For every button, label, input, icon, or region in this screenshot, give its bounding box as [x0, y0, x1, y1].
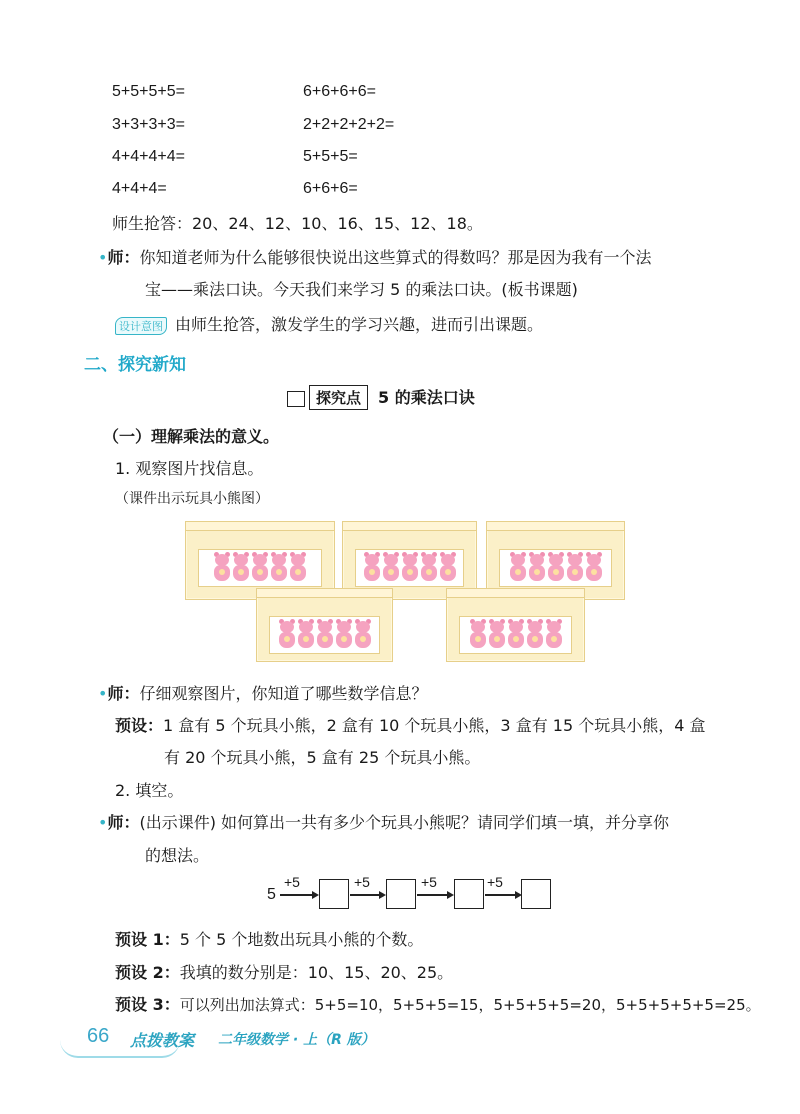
equation: 5+5+5= — [303, 148, 358, 165]
equation: 6+6+6= — [303, 180, 358, 197]
equation: 6+6+6+6= — [303, 83, 376, 100]
bear-row — [198, 549, 322, 587]
explore-tag: 探究点 — [309, 385, 368, 410]
chain-step-label: +5 — [487, 874, 503, 890]
teacher-speech: (出示课件) 如何算出一共有多少个玩具小熊呢？请同学们填一填，并分享你 — [139, 813, 670, 832]
chain-step-label: +5 — [284, 874, 300, 890]
equation: 3+3+3+3= — [112, 116, 185, 133]
preset-label: 预设： — [115, 716, 164, 735]
chain-step-label: +5 — [421, 874, 437, 890]
design-intent-text: 由师生抢答，激发学生的学习兴趣，进而引出课题。 — [175, 315, 544, 334]
bullet-dot-icon: • — [98, 684, 108, 703]
arrow-right-icon — [447, 891, 454, 899]
equation: 5+5+5+5= — [112, 83, 185, 100]
preset-text: 5 个 5 个地数出玩具小熊的个数。 — [179, 930, 424, 949]
equation: 4+4+4+4= — [112, 148, 185, 165]
teacher-speech-cont: 宝——乘法口诀。今天我们来学习 5 的乘法口诀。(板书课题) — [145, 280, 578, 299]
equation: 4+4+4= — [112, 180, 167, 197]
design-intent — [115, 312, 543, 335]
chain-arrow — [280, 894, 312, 896]
subsection-title: （一）理解乘法的意义。 — [103, 427, 280, 446]
preset-text-cont: 有 20 个玩具小熊，5 盒有 25 个玩具小熊。 — [164, 748, 481, 767]
preset-line — [115, 927, 423, 950]
teddy-bear-icon — [526, 621, 544, 649]
preset-text: 可以列出加法算式：5+5=10，5+5+5=15，5+5+5+5=20，5+5+5+5+5=25。 — [179, 996, 761, 1014]
bear-row — [355, 549, 464, 587]
equation: 2+2+2+2+2= — [303, 116, 395, 133]
teacher-speech: 你知道老师为什么能够很快说出这些算式的得数吗？那是因为我有一个法 — [139, 248, 652, 267]
preset-text: 我填的数分别是：10、15、20、25。 — [179, 963, 454, 982]
explore-heading — [287, 385, 475, 410]
teacher-speech-cont: 的想法。 — [145, 846, 210, 865]
preset-line — [115, 960, 453, 983]
page-number: 66 — [87, 1025, 110, 1047]
teddy-bear-icon — [289, 554, 307, 582]
teddy-bear-icon — [509, 554, 527, 582]
preset-label: 预设 2： — [115, 963, 180, 982]
teddy-bear-icon — [270, 554, 288, 582]
teacher-label: 师： — [107, 813, 140, 832]
design-intent-badge: 设计意图 — [115, 317, 167, 335]
teddy-bear-icon — [354, 621, 372, 649]
answers-line: 师生抢答：20、24、12、10、16、15、12、18。 — [112, 214, 483, 233]
toy-box — [446, 595, 585, 662]
teddy-bear-icon — [488, 621, 506, 649]
chain-arrow — [350, 894, 379, 896]
bear-row — [269, 616, 380, 654]
bullet-dot-icon: • — [98, 813, 108, 832]
teddy-bear-icon — [528, 554, 546, 582]
teddy-bear-icon — [213, 554, 231, 582]
teddy-bear-icon — [232, 554, 250, 582]
teddy-bear-icon — [545, 621, 563, 649]
teacher-line — [98, 681, 427, 704]
teddy-bear-icon — [382, 554, 400, 582]
teddy-bear-icon — [335, 621, 353, 649]
teddy-bear-icon — [297, 621, 315, 649]
preset-label: 预设 3： — [115, 995, 180, 1014]
teddy-bear-icon — [547, 554, 565, 582]
answer-box[interactable] — [386, 879, 416, 909]
courseware-note: （课件出示玩具小熊图） — [115, 491, 269, 507]
bear-row — [499, 549, 612, 587]
chain-start: 5 — [267, 886, 276, 903]
preset-line — [115, 713, 706, 736]
explore-title: 5 的乘法口诀 — [378, 388, 475, 407]
teddy-bear-icon — [278, 621, 296, 649]
chain-step-label: +5 — [354, 874, 370, 890]
teddy-bear-icon — [420, 554, 438, 582]
chain-arrow — [417, 894, 447, 896]
step-title: 1. 观察图片找信息。 — [115, 459, 264, 478]
cube-icon — [287, 391, 305, 407]
bullet-dot-icon: • — [98, 248, 108, 267]
arrow-right-icon — [312, 891, 319, 899]
teddy-bear-icon — [566, 554, 584, 582]
preset-label: 预设 1： — [115, 930, 180, 949]
brand-logo: 点拨教案 — [130, 1031, 195, 1050]
answer-box[interactable] — [454, 879, 484, 909]
preset-text: 1 盒有 5 个玩具小熊，2 盒有 10 个玩具小熊，3 盒有 15 个玩具小熊，4 盒 — [163, 716, 706, 735]
teddy-bear-icon — [439, 554, 457, 582]
teacher-line — [98, 245, 651, 268]
section-title: 二、探究新知 — [84, 355, 186, 375]
teddy-bear-icon — [251, 554, 269, 582]
teacher-label: 师： — [107, 684, 140, 703]
teddy-bear-icon — [507, 621, 525, 649]
teacher-line — [98, 810, 669, 833]
answer-box[interactable] — [521, 879, 551, 909]
toy-box — [256, 595, 393, 662]
teacher-label: 师： — [107, 248, 140, 267]
teddy-bear-icon — [316, 621, 334, 649]
teacher-speech: 仔细观察图片，你知道了哪些数学信息？ — [139, 684, 428, 703]
bear-row — [459, 616, 572, 654]
step-title: 2. 填空。 — [115, 781, 184, 800]
teddy-bear-icon — [401, 554, 419, 582]
teddy-bear-icon — [363, 554, 381, 582]
teddy-bear-icon — [585, 554, 603, 582]
preset-line — [115, 992, 761, 1015]
teddy-bear-icon — [469, 621, 487, 649]
arrow-right-icon — [379, 891, 386, 899]
chain-arrow — [485, 894, 515, 896]
grade-label: 二年级数学 · 上（R 版） — [218, 1032, 375, 1048]
answer-box[interactable] — [319, 879, 349, 909]
